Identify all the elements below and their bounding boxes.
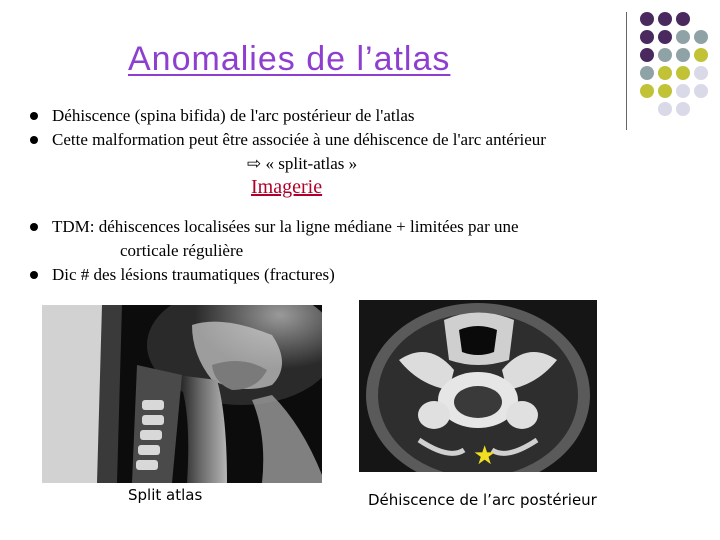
dot-icon xyxy=(640,48,654,62)
bullet-icon xyxy=(30,223,38,231)
image-caption: Déhiscence de l’arc postérieur xyxy=(368,491,597,509)
decorative-dot-grid xyxy=(636,12,716,116)
dot-icon xyxy=(694,30,708,44)
dot-icon xyxy=(676,30,690,44)
dot-icon xyxy=(694,84,708,98)
dot-icon xyxy=(694,66,708,80)
star-icon: ★ xyxy=(473,441,497,471)
ct-image xyxy=(359,300,597,472)
dot-icon xyxy=(676,12,690,26)
dot-icon xyxy=(640,84,654,98)
bullet-text: Dic # des lésions traumatiques (fractures) xyxy=(52,265,335,284)
dot-icon xyxy=(640,66,654,80)
dot-icon xyxy=(658,102,672,116)
dot-icon xyxy=(658,66,672,80)
dot-icon xyxy=(640,30,654,44)
bullet-text: TDM: déhiscences localisées sur la ligne médiane + limitées par une xyxy=(52,217,519,236)
dot-icon xyxy=(658,30,672,44)
dot-icon xyxy=(640,12,654,26)
bullet-icon xyxy=(30,112,38,120)
dot-icon xyxy=(676,66,690,80)
dot-icon xyxy=(694,48,708,62)
split-atlas-text: « split-atlas » xyxy=(265,154,358,173)
dot-icon xyxy=(658,12,672,26)
dot-icon xyxy=(658,84,672,98)
split-atlas-line xyxy=(247,154,357,174)
slide-title: Anomalies de l’atlas xyxy=(128,40,451,78)
outline-right-arrow-icon: ⇨ xyxy=(247,154,262,173)
bullet-icon xyxy=(30,136,38,144)
decorative-divider xyxy=(626,12,627,130)
dot-icon xyxy=(676,102,690,116)
bullet-continuation: corticale régulière xyxy=(120,241,244,260)
bullet-text: Cette malformation peut être associée à une déhiscence de l'arc antérieur xyxy=(52,130,546,149)
bullet-icon xyxy=(30,271,38,279)
bullet-text: Déhiscence (spina bifida) de l'arc postérieur de l'atlas xyxy=(52,106,415,125)
mri-image xyxy=(42,305,322,483)
image-caption: Split atlas xyxy=(128,486,203,504)
dot-icon xyxy=(676,84,690,98)
section-heading: Imagerie xyxy=(251,176,323,198)
dot-icon xyxy=(676,48,690,62)
dot-icon xyxy=(658,48,672,62)
